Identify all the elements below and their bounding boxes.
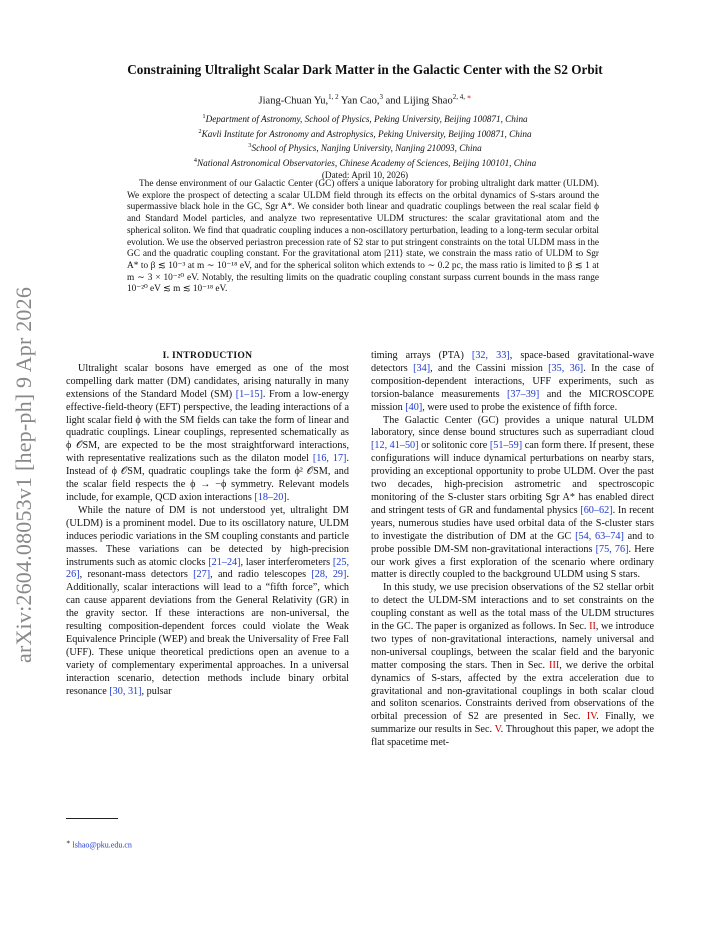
author-name: Yan Cao,: [340, 95, 380, 107]
citation-link[interactable]: [16, 17]: [312, 453, 347, 465]
paragraph: timing arrays (PTA) [32, 33], space-based gravitational-wave detectors [34], and the Cassini mission [35, 36]. In the case of composition-dependent interactions, UFF experiments, such as torsion-balance measurements [37–39] and the MICROSCOPE mission [40], were used to probe the existence of fifth force.: [371, 350, 654, 413]
author-affil-mark: 3: [379, 93, 383, 101]
affiliations: [50, 111, 680, 181]
date-line: (Dated: April 10, 2026): [321, 169, 409, 180]
footnote-rule: [66, 818, 118, 819]
section-ref-link[interactable]: IV: [586, 711, 597, 723]
citation-link[interactable]: [75, 76]: [595, 543, 629, 555]
email-link[interactable]: lshao@pku.edu.cn: [72, 840, 132, 850]
affiliation: $^1$Department of Astronomy, School of Physics, Peking University, Beijing 100871, China: [202, 113, 528, 125]
citation-link[interactable]: [54, 63–74]: [575, 530, 624, 542]
footnote-mark: ∗: [66, 839, 71, 846]
section-ref-link[interactable]: III: [549, 659, 560, 671]
section-heading: I. INTRODUCTION: [162, 350, 253, 361]
citation-link[interactable]: [51–59]: [489, 440, 523, 452]
section-ref-link[interactable]: V: [494, 724, 501, 736]
arxiv-stamp: arXiv:2604.08053v1 [hep-ph] 9 Apr 2026: [11, 286, 36, 664]
citation-link[interactable]: [34]: [413, 362, 431, 374]
paragraph: Ultralight scalar bosons have emerged as one of the most compelling dark matter (DM) candidates, arising naturally in many extensions of the Standard Model (SM) [1–15]. From a low-energy effective-field-theory (EFT) perspective, the leading interactions of a light scalar field ϕ with the SM fields can take the form of linear and quadratic couplings. Linear couplings, represented schematically as ϕ 𝒪SM, are expected to be the most straightforward interactions, with representative realizations such as the dilaton model [16, 17]. Instead of ϕ 𝒪SM, quadratic couplings take the form ϕ² 𝒪SM, and the scalar field respects the ϕ → −ϕ symmetry. Relevant models include, for example, QCD axion interactions [18–20].: [66, 362, 349, 503]
paper-title: Constraining Ultralight Scalar Dark Matter in the Galactic Center with the S2 Orbit: [127, 62, 603, 77]
author-list: [50, 93, 680, 107]
author-name: Jiang-Chuan Yu,: [258, 95, 329, 107]
paragraph: In this study, we use precision observations of the S2 stellar orbit to detect the ULDM-SM interactions and to set constraints on the coupling constant as well as the total mass of the ULDM structures in the GC. The paper is organized as follows. In Sec. II, we introduce two types of non-gravitational interactions, namely universal and non-universal couplings, between the scalar field and the baryonic matter composing the stars. Then in Sec. III, we derive the orbital dynamics of S-stars, affected by the extra acceleration due to gravitational and non-gravitational couplings in both scalar cloud and soliton scenarios. Constraints derived from observations of the orbital precession of S2 are presented in Sec. IV. Finally, we summarize our results in Sec. V. Throughout this paper, we adopt the flat spacetime met-: [371, 582, 655, 749]
citation-link[interactable]: [18–20]: [254, 491, 287, 503]
citation-link[interactable]: [60–62]: [580, 504, 613, 516]
citation-link[interactable]: [27]: [193, 569, 211, 581]
citation-link[interactable]: [25, 26]: [66, 556, 349, 581]
author-affil-mark: 2, 4, ∗: [452, 93, 472, 101]
affiliation: $^2$Kavli Institute for Astronomy and Astrophysics, Peking University, Beijing 100871, China: [198, 127, 532, 139]
citation-link[interactable]: [21–24]: [208, 556, 241, 568]
citation-link[interactable]: [37–39]: [507, 388, 540, 400]
citation-link[interactable]: [1–15]: [235, 388, 263, 400]
paragraph: The Galactic Center (GC) provides a unique natural ULDM laboratory, since dense bound structures such as superradiant cloud [12, 41–50] or solitonic core [51–59] can form there. If present, these configurations will induce dynamical perturbations on nearby stars, providing an exceptional opportunity to probe ULDM. Over the past two decades, high-precision astrometric and spectroscopic monitoring of the S-cluster stars orbiting Sgr A* has enabled direct and stringent tests of GR and fundamental physics [60–62]. In recent years, numerous studies have used orbital data of the S-cluster stars to investigate the distribution of DM at the GC [54, 63–74] and to probe possible DM-SM non-gravitational interactions [75, 76]. Here our work gives a first exploration of the scenario where ordinary matter is directly coupled to the background ULDM using S stars.: [371, 414, 654, 581]
paragraph: While the nature of DM is not understood yet, ultralight DM (ULDM) is a prominent model. Due to its oscillatory nature, ULDM induces periodic variations in the SM coupling constants and particle masses. These variations can be detected by high-precision instruments such as atomic clocks [21–24], laser interferometers [25, 26], resonant-mass detectors [27], and radio telescopes [28, 29]. Additionally, scalar interactions will lead to a “fifth force”, which can cause apparent deviations from the General Relativity (GR) in the gravity sector. If these interactions are non-universal, the resulting composition-dependent forces could violate the Weak Equivalence Principle (WEP) and break the Universality of Free Fall (UFF). These unique theoretical predictions open an avenue to a variety of complementary experimental approaches. In a universal interaction scenario, detection methods include binary orbital resonance [30, 31], pulsar: [66, 504, 349, 697]
section-ref-link[interactable]: II: [589, 621, 596, 633]
right-column: [371, 350, 654, 750]
corresponding-author-mark[interactable]: ∗: [466, 93, 472, 101]
affiliation: $^3$School of Physics, Nanjing University, Nanjing 210093, China: [248, 142, 482, 154]
abstract: The dense environment of our Galactic Center (GC) offers a unique laboratory for probing ultralight dark matter (ULDM). We explore the prospect of detecting a scalar ULDM field through its effects on the orbital dynamics of S-stars around the supermassive black hole in the GC, Sgr A*. We consider both linear and quadratic couplings between the real scalar field ϕ and Standard Model particles, and analyze two representative ULDM structures: the scalar gravitational atom and the spherical soliton. We find that quadratic coupling induces a non-oscillatory perturbation, leading to a long-term secular orbital evolution. We use the observed periastron precession rate of S2 star to put stringent constraints on the total ULDM mass in the GC and the quadratic coupling constant. For the gravitational atom |211⟩ state, we constrain the mass ratio of ULDM to Sgr A* to β ≲ 10⁻³ at m ∼ 10⁻¹⁸ eV, and for the spherical soliton which extends to ∼ 0.2 pc, the mass ratio is limited to β ≲ 1 at m ∼ 3 × 10⁻²⁰ eV. Notably, the resulting limits on the quadratic coupling constant surpass current bounds in the mass range 10⁻²⁰ eV ≲ m ≲ 10⁻¹⁸ eV.: [127, 179, 599, 295]
footnote: [66, 838, 132, 850]
citation-link[interactable]: [30, 31]: [109, 685, 142, 697]
left-column: [66, 350, 349, 698]
citation-link[interactable]: [32, 33]: [471, 350, 510, 361]
citation-link[interactable]: [28, 29]: [311, 569, 347, 581]
citation-link[interactable]: [40]: [405, 401, 423, 413]
affiliation: $^4$National Astronomical Observatories, Chinese Academy of Sciences, Beijing 100101, China: [193, 156, 537, 169]
citation-link[interactable]: [12, 41–50]: [371, 440, 419, 452]
author-name: and Lijing Shao: [385, 95, 453, 107]
author-affil-mark: 1, 2: [328, 93, 339, 101]
citation-link[interactable]: [35, 36]: [548, 362, 584, 374]
